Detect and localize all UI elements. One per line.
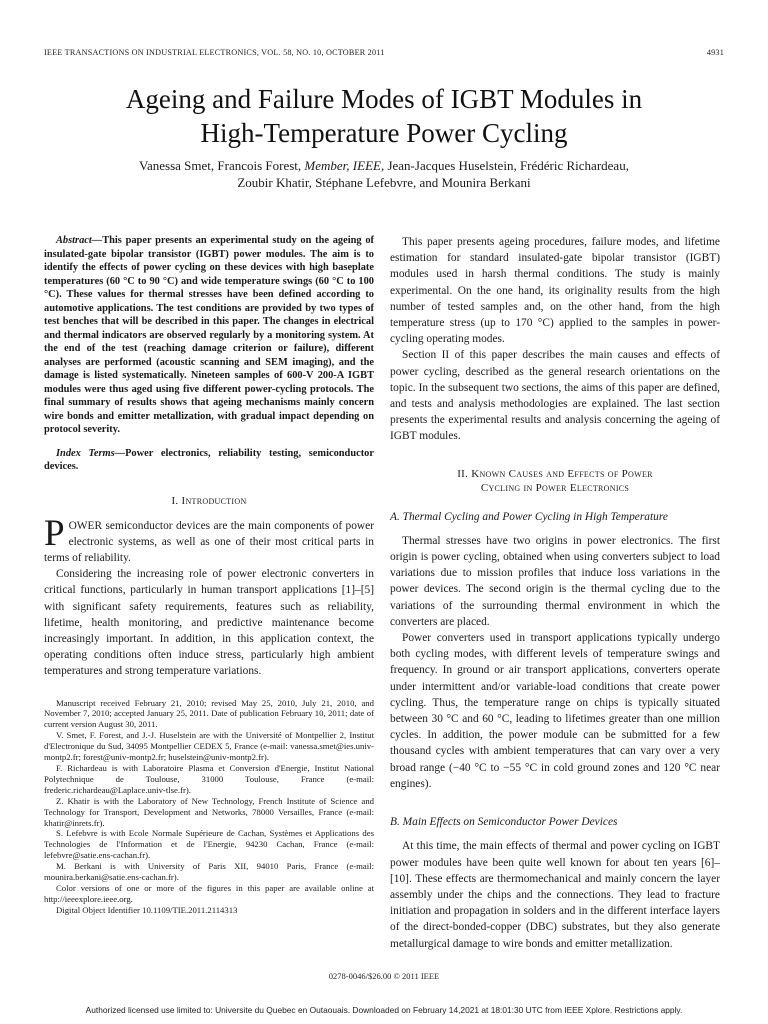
author-line-2: Zoubir Khatir, Stéphane Lefebvre, and Mounira Berkani: [237, 175, 531, 190]
footnote-doi: Digital Object Identifier 10.1109/TIE.2011.2114313: [56, 904, 238, 915]
footnote-affiliation: M. Berkani is with University of Paris XII, 94010 Paris, France (e-mail: mounira.berkani@satie.ens-cachan.fr).: [44, 861, 374, 883]
author-line-1: [60, 157, 708, 174]
footnote-affiliation: F. Richardeau is with Laboratoire Plasma et Conversion d'Energie, Institut National Polytechnique de Toulouse, 31000 Toulouse, France (e-mail: frederic.richardeau@Laplace.univ-tlse.fr).: [44, 762, 374, 795]
subsection-a-paragraph-2: Power converters used in transport applications typically undergo both cycling modes, with different levels of temperature swings and frequency. In ground or air transport applications, converters operate under intermittent and/or variable-load conditions that create power cycling. Thus, the temperature range on chips is typically situated between 30 °C and 60 °C, leading to lifetimes greater than one million cycles. In addition, the power module can be submitted for a few thousand cycles with ambient temperatures that can vary over a very broad range (−40 °C to −55 °C in cold ground zones and 120 °C near engines).: [390, 632, 720, 790]
paper-title: [40, 82, 728, 150]
page-number: 4931: [706, 48, 724, 57]
author-names-b: , Jean-Jacques Huselstein, Frédéric Richardeau,: [380, 158, 629, 173]
footnotes: [44, 698, 374, 916]
paper-title-line-1: Ageing and Failure Modes of IGBT Modules in: [125, 84, 643, 114]
paper-title-line-2: High-Temperature Power Cycling: [200, 118, 568, 148]
intro-paragraph-3: This paper presents ageing procedures, failure modes, and lifetime estimation for standard insulated-gate bipolar transistor (IGBT) modules used in harsh thermal conditions. The study is mainly experimental. On the one hand, its originality results from the high number of tested samples and, on the other hand, from the high temperature stress (up to 170 °C) applied to the samples in power-cycling operating modes.: [390, 236, 720, 346]
intro-paragraph-1-text: OWER semiconductor devices are the main components of power electronic systems, as well as one of their most critical parts in terms of reliability.: [44, 519, 374, 564]
intro-paragraph-2: Considering the increasing role of power electronic converters in critical functions, particularly in human transport applications [1]–[5] with significant safety requirements, features such as reliability, lifetime, health monitoring, and predictive maintenance become increasingly important. In addition, in this application context, the operating conditions often induce stress, particularly high ambient temperatures and strong temperature variations.: [44, 568, 374, 678]
subsection-heading-b: B. Main Effects on Semiconductor Power Devices: [390, 816, 618, 829]
abstract-text: This paper presents an experimental study on the ageing of insulated-gate bipolar transistor (IGBT) power modules. The aim is to identify the effects of power cycling on these devices with high baseplate temperatures (60 °C to 90 °C) and wide temperature swings (60 °C to 100 °C). These values for thermal stresses have been defined according to automotive applications. The test conditions are provided by two types of test benches that will be described in this paper. The changes in electrical and thermal indicators are observed regularly by a monitoring system. At the end of the test (reaching damage criterion or failure), different analyses are performed (acoustic scanning and SEM imaging), and the damage is listed systematically. Nineteen samples of 600-V 200-A IGBT modules were thus aged using five different power-cycling protocols. The final summary of results shows that ageing mechanisms mainly concern wire bonds and emitter metallization, with gradual impact depending on protocol severity.: [44, 235, 374, 435]
footnote-affiliation: S. Lefebvre is with Ecole Normale Supérieure de Cachan, Systèmes et Applications des Technologies de l'Information et de l'Energie, 94230 Cachan, France (e-mail: lefebvre@satie.ens-cachan.fr).: [44, 828, 374, 861]
section-heading-line-2: Cycling in Power Electronics: [480, 481, 630, 494]
index-terms-text: Power electronics, reliability testing, semiconductor devices.: [44, 447, 374, 472]
intro-paragraph-1: [44, 512, 374, 567]
left-column: [44, 234, 374, 916]
subsection-b-paragraph-1: At this time, the main effects of thermal and power cycling on IGBT power modules have been quite well known for about ten years [6]–[10]. These effects are thermomechanical and mainly concern the layer assembly under the chips and the connections. They lead to fracture initiation and propagation in solders and in the different interface layers of the direct-bonded-copper (DBC) substrates, but they also generate metallurgical damage to wire bonds and emitter metallization.: [390, 840, 720, 950]
member-ieee-note: Member, IEEE: [304, 158, 381, 173]
section-heading-known-causes: [390, 467, 720, 495]
license-notice: Authorized licensed use limited to: Universite du Quebec en Outaouais. Downloaded on February 14,2021 at 18:01:30 UTC from IEEE Xplore. Restrictions apply.: [85, 1005, 683, 1015]
intro-paragraph-4: Section II of this paper describes the main causes and effects of power cycling, described as the general research orientations on the topic. In the subsequent two sections, the aims of this paper are defined, and tests and analysis methodologies are explained. The last section presents the experimental results and analysis concerning the ageing of IGBT modules.: [390, 349, 720, 443]
copyright-line: 0278-0046/$26.00 © 2011 IEEE: [328, 971, 440, 981]
author-names-a: Vanessa Smet, Francois Forest,: [139, 158, 305, 173]
drop-cap: P: [44, 512, 65, 554]
subsection-a-paragraph-1: Thermal stresses have two origins in power electronics. The first origin is power cycling, obtained when using converters subject to load variations due to mission profiles that induce loss variations in the power devices. The second origin is the thermal cycling due to the variations of the surrounding thermal environment in which the converters are placed.: [390, 534, 720, 628]
footnote-affiliation: V. Smet, F. Forest, and J.-J. Huselstein are with the Université of Montpellier 2, Institut d'Electronique du Sud, 34095 Montpellier CEDEX 5, France (e-mail: vanessa.smet@ies.univ-montp2.fr; forest@univ-montp2.fr; huselstein@univ-montp2.fr).: [44, 730, 374, 763]
footnote-affiliation: Z. Khatir is with the Laboratory of New Technology, French Institute of Science and Technology for Transport, Development and Networks, 78000 Versailles, France (e-mail: khatir@inrets.fr).: [44, 795, 374, 828]
journal-citation: IEEE TRANSACTIONS ON INDUSTRIAL ELECTRONICS, VOL. 58, NO. 10, OCTOBER 2011: [44, 48, 385, 57]
footnote-manuscript: Manuscript received February 21, 2010; revised May 25, 2010, July 21, 2010, and November 7, 2010; accepted January 25, 2011. Date of publication February 10, 2011; date of current version August 30, 2011.: [44, 697, 374, 730]
section-heading-introduction: [44, 494, 374, 508]
index-terms-lead: Index Terms—: [56, 447, 126, 459]
section-heading-line-1: II. Known Causes and Effects of Power: [457, 467, 653, 480]
section-heading-introduction-text: I. Introduction: [171, 494, 247, 507]
subsection-heading-a: A. Thermal Cycling and Power Cycling in High Temperature: [390, 510, 668, 523]
footnote-color-versions: Color versions of one or more of the figures in this paper are available online at http://ieeexplore.ieee.org.: [44, 882, 374, 904]
right-column: [390, 234, 720, 952]
abstract-lead: Abstract—: [56, 235, 103, 246]
abstract: [44, 234, 374, 437]
author-list: [60, 157, 708, 191]
index-terms: [44, 447, 374, 474]
